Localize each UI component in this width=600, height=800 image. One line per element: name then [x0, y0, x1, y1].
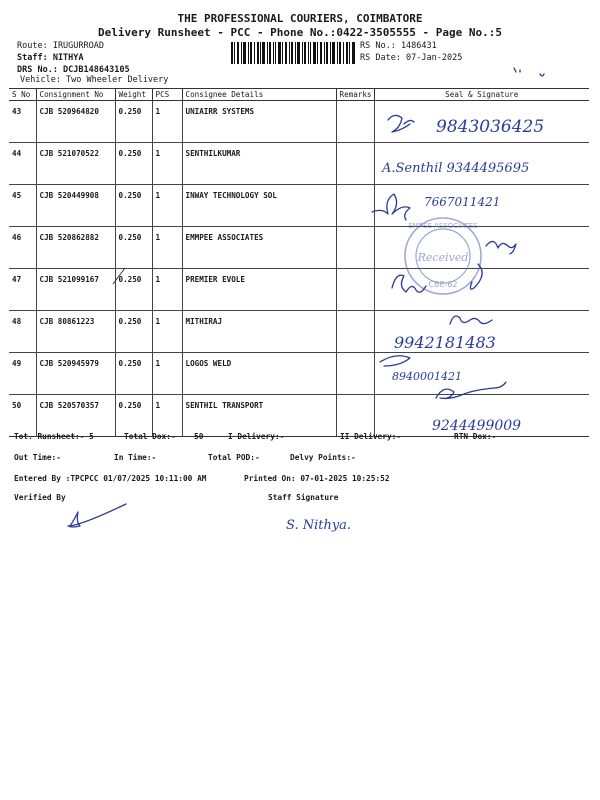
cell-consignee: SENTHIL TRANSPORT	[182, 395, 336, 437]
entered-by: Entered By :TPCPCC 01/07/2025 10:11:00 AM	[14, 474, 207, 483]
cell-pcs: 1	[152, 227, 182, 269]
cell-consignee: SENTHILKUMAR	[182, 143, 336, 185]
cell-consignment: CJB 521099167	[36, 269, 115, 311]
ii-delivery: II Delivery:-	[340, 432, 402, 441]
cell-weight: 0.250	[115, 227, 152, 269]
cell-consignment: CJB 520570357	[36, 395, 115, 437]
cell-sno: 45	[9, 185, 36, 227]
cell-sno: 50	[9, 395, 36, 437]
cell-consignment: CJB 80861223	[36, 311, 115, 353]
total-runsheet: Tot. Runsheet:- 5	[14, 432, 94, 441]
col-header-sno: S No	[9, 89, 36, 101]
total-dox-label: Total Dox:-	[124, 432, 176, 441]
stamp-bottom-text: CBE-62	[428, 280, 458, 289]
cell-consignee: EMMPEE ASSOCIATES	[182, 227, 336, 269]
cell-sno: 47	[9, 269, 36, 311]
col-header-signature: Seal & Signature	[374, 89, 589, 101]
cell-pcs: 1	[152, 143, 182, 185]
staff-signature-label: Staff Signature	[268, 493, 339, 502]
cell-weight: 0.250	[115, 101, 152, 143]
cell-consignee: PREMIER EVOLE	[182, 269, 336, 311]
col-header-consignee: Consignee Details	[182, 89, 336, 101]
cell-weight: 0.250	[115, 185, 152, 227]
cell-sno: 46	[9, 227, 36, 269]
cell-pcs: 1	[152, 353, 182, 395]
stamp-mid-text: Received	[417, 251, 469, 264]
cell-pcs: 1	[152, 185, 182, 227]
out-time: Out Time:-	[14, 453, 61, 462]
verifier-signature	[68, 504, 126, 527]
total-dox-value: 50	[194, 432, 204, 441]
cell-consignee: INWAY TECHNOLOGY SOL	[182, 185, 336, 227]
cell-consignment: CJB 521070522	[36, 143, 115, 185]
handwritten-name-phone-44: A.Senthil 9344495695	[382, 161, 530, 176]
runsheet-subtitle: Delivery Runsheet - PCC - Phone No.:0422-3505555 - Page No.:5	[98, 26, 502, 39]
delvy-points: Delvy Points:-	[290, 453, 356, 462]
handwritten-phone-49: 8940001421	[392, 370, 462, 383]
cell-sno: 49	[9, 353, 36, 395]
vehicle-label: Vehicle: Two Wheeler Delivery	[20, 75, 169, 85]
cell-weight: 0.250	[115, 143, 152, 185]
cell-weight: 0.250	[115, 311, 152, 353]
cell-pcs: 1	[152, 101, 182, 143]
cell-pcs: 1	[152, 311, 182, 353]
i-delivery: I Delivery:-	[228, 432, 285, 441]
rtn-dox: RTN Dox:-	[454, 432, 497, 441]
cell-pcs: 1	[152, 395, 182, 437]
cell-sno: 48	[9, 311, 36, 353]
cell-weight: 0.250	[115, 269, 152, 311]
route-label: Route: IRUGURROAD	[17, 41, 104, 51]
drs-number: DRS No.: DCJB148643105	[17, 65, 130, 75]
staff-signed-name: S. Nithya.	[286, 518, 352, 533]
handwritten-phone-50: 9244499009	[432, 418, 522, 434]
verified-by-label: Verified By	[14, 493, 66, 502]
rs-date: RS Date: 07-Jan-2025	[360, 53, 463, 63]
cell-consignment: CJB 520945979	[36, 353, 115, 395]
cell-sno: 43	[9, 101, 36, 143]
total-pod: Total POD:-	[208, 453, 260, 462]
company-title: THE PROFESSIONAL COURIERS, COIMBATORE	[177, 12, 423, 25]
printed-on: Printed On: 07-01-2025 10:25:52	[244, 474, 390, 483]
in-time: In Time:-	[114, 453, 157, 462]
cell-consignee: MITHIRAJ	[182, 311, 336, 353]
cell-weight: 0.250	[115, 353, 152, 395]
cell-pcs: 1	[152, 269, 182, 311]
col-header-consignment: Consignment No	[36, 89, 115, 101]
cell-consignment: CJB 520964820	[36, 101, 115, 143]
col-header-weight: Weight	[115, 89, 152, 101]
col-header-remarks: Remarks	[336, 89, 374, 101]
stamp-top-text: EMPEE ASSOCIATES	[408, 222, 478, 230]
cell-consignee: UNIAIRR SYSTEMS	[182, 101, 336, 143]
cell-weight: 0.250	[115, 395, 152, 437]
cell-consignment: CJB 520862882	[36, 227, 115, 269]
staff-label: Staff: NITHYA	[17, 53, 84, 63]
handwritten-phone-43: 9843036425	[436, 117, 545, 137]
cell-consignee: LOGOS WELD	[182, 353, 336, 395]
col-header-pcs: PCS	[152, 89, 182, 101]
handwritten-phone-48: 9942181483	[394, 333, 496, 352]
rs-number: RS No.: 1486431	[360, 41, 437, 51]
cell-sno: 44	[9, 143, 36, 185]
cell-consignment: CJB 520449908	[36, 185, 115, 227]
handwritten-phone-45: 7667011421	[424, 195, 501, 209]
